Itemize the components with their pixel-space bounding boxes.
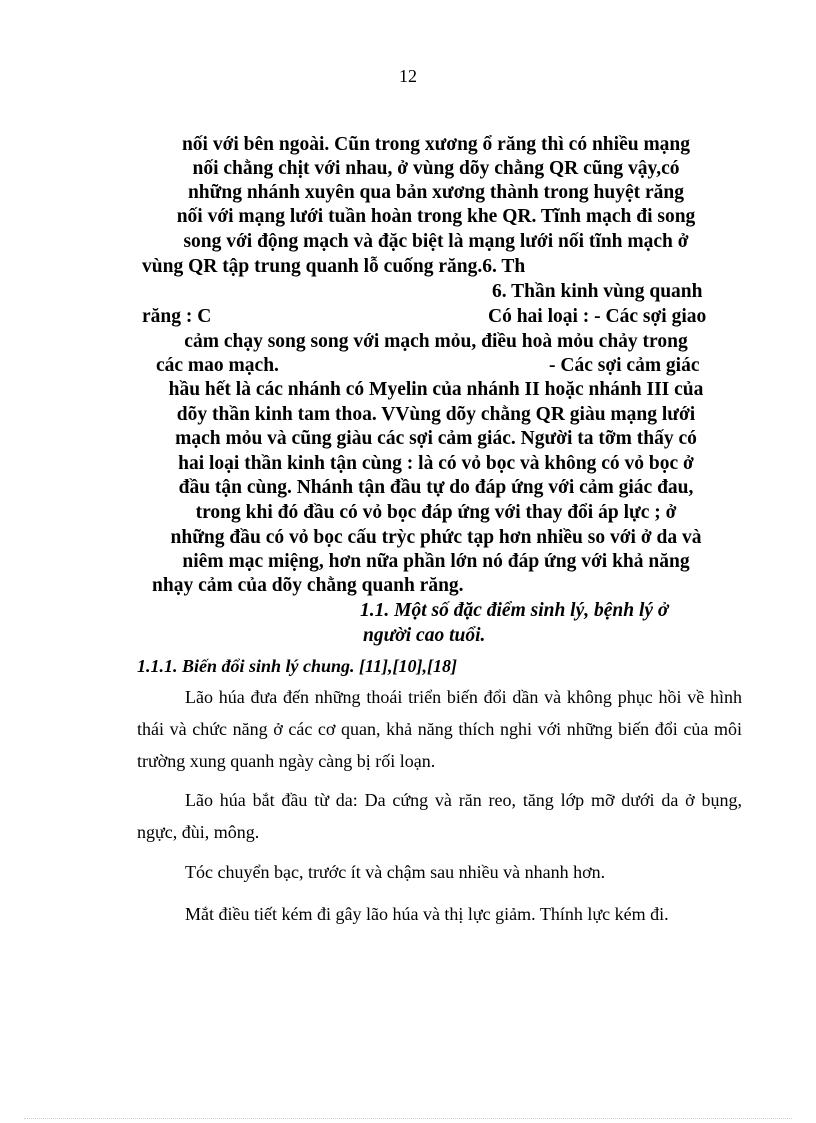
text-line: hầu hết là các nhánh có Myelin của nhánh II hoặc nhánh III của bbox=[168, 379, 704, 400]
paragraph-text: Mắt điều tiết kém đi gây lão húa và thị lực giảm. Thính lực kém đi. bbox=[185, 904, 669, 924]
text-line: trong khi đó đầu có vỏ bọc đáp ứng với thay đổi áp lực ; ở bbox=[195, 502, 677, 523]
text-line: vùng QR tập trung quanh lỗ cuống răng.6. Th bbox=[142, 256, 526, 277]
text-line: đầu tận cùng. Nhánh tận đầu tự do đáp ứng với cảm giác đau, bbox=[178, 477, 694, 498]
text-line: Có hai loại : - Các sợi giao bbox=[488, 306, 707, 327]
paragraph bbox=[137, 681, 742, 777]
text-line: hai loại thần kinh tận cùng : là có vỏ bọc và không có vỏ bọc ở bbox=[178, 453, 694, 474]
text-line: niêm mạc miệng, hơn nữa phần lớn nó đáp ứng với khả năng bbox=[182, 551, 690, 572]
page-bottom-rule bbox=[24, 1118, 792, 1119]
text-line: nhạy cảm của dõy chằng quanh răng. bbox=[152, 575, 464, 596]
text-line: nối với mạng lưới tuần hoàn trong khe QR. Tĩnh mạch đi song bbox=[176, 206, 696, 227]
text-line: nối với bên ngoài. Cũn trong xương ổ răng thì có nhiều mạng bbox=[181, 134, 691, 155]
text-line: dõy thần kinh tam thoa. VVùng dõy chằng QR giàu mạng lưới bbox=[176, 404, 696, 425]
text-line: 6. Thần kinh vùng quanh bbox=[492, 281, 703, 302]
text-line: cảm chạy song song với mạch mỏu, điều hoà mỏu chảy trong bbox=[184, 331, 688, 352]
text-line: - Các sợi cảm giác bbox=[549, 355, 700, 376]
section-heading-cont: người cao tuổi. bbox=[363, 625, 486, 646]
text-line: răng : C bbox=[142, 306, 212, 327]
page-number: 12 bbox=[399, 66, 417, 86]
paragraph-text: Lão húa bắt đầu từ da: Da cứng và răn reo, tăng lớp mỡ dưới da ở bụng, ngực, đùi, mông. bbox=[137, 790, 742, 842]
paragraph-text: Lão húa đưa đến những thoái triển biến đổi dần và không phục hồi về hình thái và chức năng ở các cơ quan, khả năng thích nghi với những biến đổi của môi trường xung quanh ngày càng bị rối loạn. bbox=[137, 687, 742, 771]
paragraph bbox=[137, 856, 742, 888]
text-line: các mao mạch. bbox=[156, 355, 279, 376]
text-line: những nhánh xuyên qua bản xương thành trong huyệt răng bbox=[187, 182, 685, 203]
text-line: song với động mạch và đặc biệt là mạng lưới nối tĩnh mạch ở bbox=[183, 231, 689, 252]
text-line: những đầu có vỏ bọc cấu trỳc phức tạp hơn nhiều so với ở da và bbox=[170, 527, 702, 548]
subsection-heading: 1.1.1. Biến đổi sinh lý chung. [11],[10],[18] bbox=[137, 656, 458, 676]
paragraph bbox=[137, 784, 742, 848]
text-line: mạch mỏu và cũng giàu các sợi cảm giác. Người ta tỡm thấy có bbox=[175, 428, 697, 449]
section-heading: 1.1. Một số đặc điểm sinh lý, bệnh lý ở bbox=[360, 600, 669, 621]
paragraph-text: Tóc chuyển bạc, trước ít và chậm sau nhiều và nhanh hơn. bbox=[185, 862, 606, 882]
paragraph bbox=[137, 898, 742, 930]
text-line: nối chằng chịt với nhau, ở vùng dõy chằng QR cũng vậy,có bbox=[192, 158, 680, 179]
